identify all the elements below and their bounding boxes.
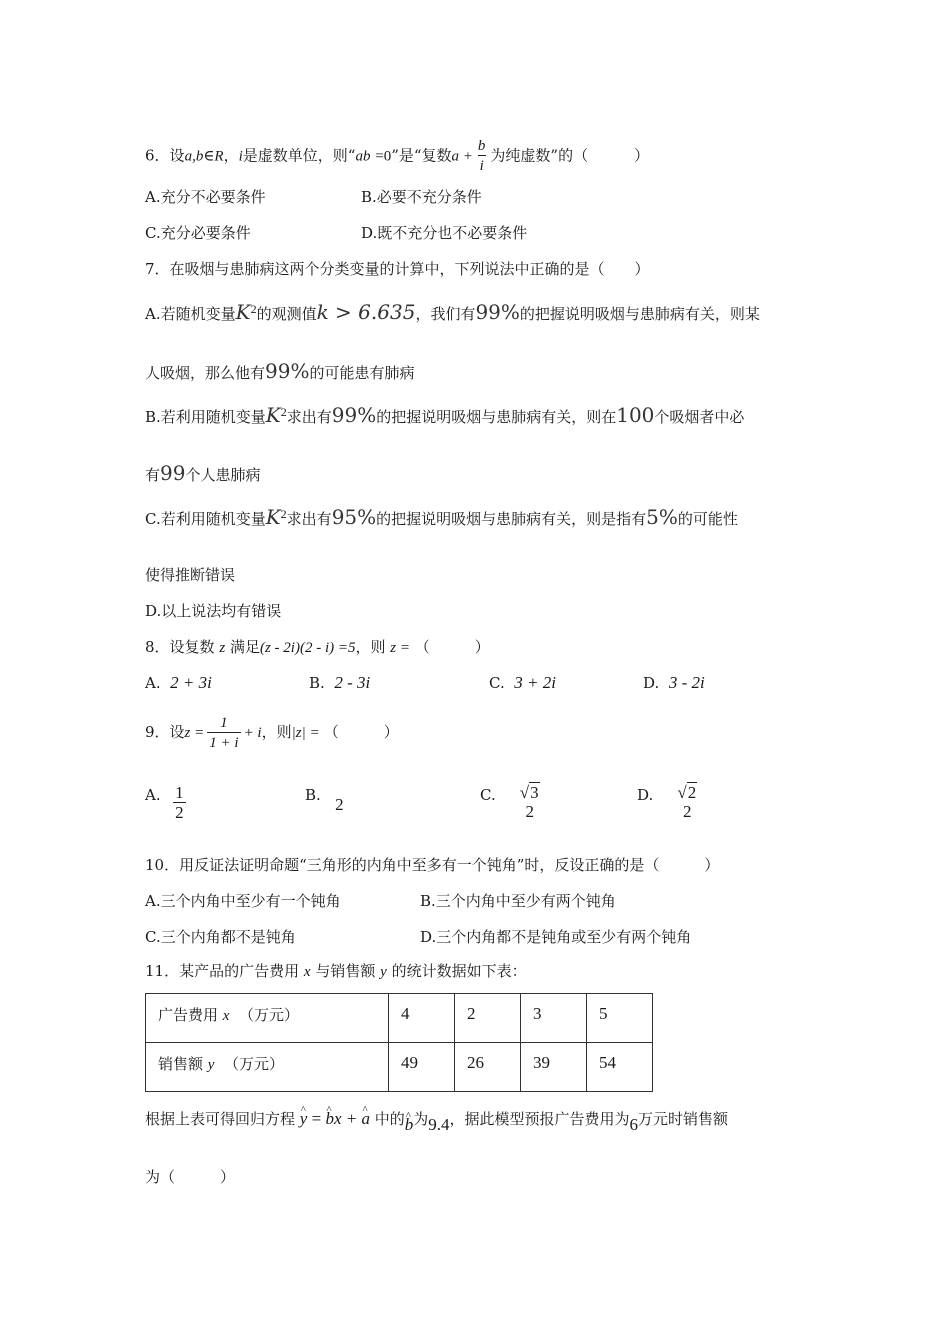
q10-option-d: D.三个内角都不是钝角或至少有两个钝角 bbox=[420, 928, 692, 946]
sqrt-icon: √ bbox=[677, 783, 687, 802]
table-cell: 39 bbox=[521, 1043, 587, 1092]
table-row-label: 销售额 y （万元） bbox=[146, 1043, 389, 1092]
q9-option-b: B. 2 bbox=[305, 786, 344, 814]
table-cell: 5 bbox=[587, 994, 653, 1043]
q7-option-b-line2: 有99个人患肺病 bbox=[145, 461, 261, 485]
q9-stem: 9．设z = $\frac{1}{1 + i}$ + i，则|z| = （ ） bbox=[145, 714, 399, 751]
q9-option-c: C. √3 2 bbox=[480, 783, 539, 821]
q7-option-c-line1: C.若利用随机变量$K^2$求出有95%的把握说明吸烟与患肺病有关，则是指有5%的可能性 bbox=[145, 505, 738, 529]
table-cell: 4 bbox=[389, 994, 455, 1043]
q10-option-a: A.三个内角中至少有一个钝角 bbox=[145, 892, 341, 910]
q10-stem: 10．用反证法证明命题“三角形的内角中至多有一个钝角”时，反设正确的是（ ） bbox=[145, 856, 720, 874]
q6-option-c: C.充分必要条件 bbox=[145, 224, 251, 242]
table-row bbox=[146, 1043, 653, 1092]
q6-option-d: D.既不充分也不必要条件 bbox=[361, 224, 528, 242]
q8-option-c: C. 3 + 2i bbox=[489, 673, 556, 692]
q6-option-a: A.充分不必要条件 bbox=[145, 188, 266, 206]
q9-option-d: D. √2 2 bbox=[637, 783, 697, 821]
q7-option-a-line1: A.若随机变量$K^2$的观测值k > 6.635，我们有99%的把握说明吸烟与患肺病有关，则某 bbox=[145, 300, 760, 324]
fraction-1-over-1-plus-i: $\frac{1}{1 + i}$ bbox=[209, 714, 239, 751]
q11-stem: 11．某产品的广告费用 x 与销售额 y 的统计数据如下表： bbox=[145, 962, 527, 980]
q8-option-a: A. 2 + 3i bbox=[145, 673, 212, 692]
statistics-table bbox=[145, 993, 653, 1092]
q7-stem: 7．在吸烟与患肺病这两个分类变量的计算中，下列说法中正确的是（ ） bbox=[145, 260, 650, 278]
q11-regression-line: 根据上表可得回归方程 ^ y = ^ bx + ^ a 中的^ b为9.4，据此模型预报广告费用为6万元时销售额 bbox=[145, 1103, 728, 1135]
q10-option-c: C.三个内角都不是钝角 bbox=[145, 928, 296, 946]
table-row bbox=[146, 994, 653, 1043]
q8-option-b: B. 2 - 3i bbox=[309, 673, 371, 692]
q6-stem: 6．设a,b∈R，i是虚数单位，则“ab =0”是“复数a + $\frac{b}{i}$ 为纯虚数”的（ ） bbox=[145, 138, 650, 174]
q7-option-a-line2: 人吸烟，那么他有99%的可能患有肺病 bbox=[145, 359, 415, 383]
q7-option-d: D.以上说法均有错误 bbox=[145, 602, 282, 620]
table-cell: 2 bbox=[455, 994, 521, 1043]
q8-option-d: D. 3 - 2i bbox=[643, 673, 705, 692]
sqrt-icon: √ bbox=[519, 783, 530, 802]
q9-option-a: A. $\frac{1}{2}$ bbox=[145, 783, 184, 822]
fraction-b-over-i: $\frac{b}{i}$ bbox=[477, 138, 486, 174]
q8-stem: 8．设复数 z 满足(z - 2i)(2 - i) =5，则 z = （ ） bbox=[145, 638, 490, 656]
table-row-label: 广告费用 x （万元） bbox=[146, 994, 389, 1043]
table-cell: 49 bbox=[389, 1043, 455, 1092]
q10-option-b: B.三个内角中至少有两个钝角 bbox=[420, 892, 616, 910]
table-cell: 3 bbox=[521, 994, 587, 1043]
q7-option-b-line1: B.若利用随机变量$K^2$求出有99%的把握说明吸烟与患肺病有关，则在100个吸烟者中必 bbox=[145, 403, 745, 427]
q11-ending: 为（ ） bbox=[145, 1168, 236, 1186]
table-cell: 54 bbox=[587, 1043, 653, 1092]
table-cell: 26 bbox=[455, 1043, 521, 1092]
q6-option-b: B.必要不充分条件 bbox=[361, 188, 482, 206]
q7-option-c-line2: 使得推断错误 bbox=[145, 566, 236, 584]
